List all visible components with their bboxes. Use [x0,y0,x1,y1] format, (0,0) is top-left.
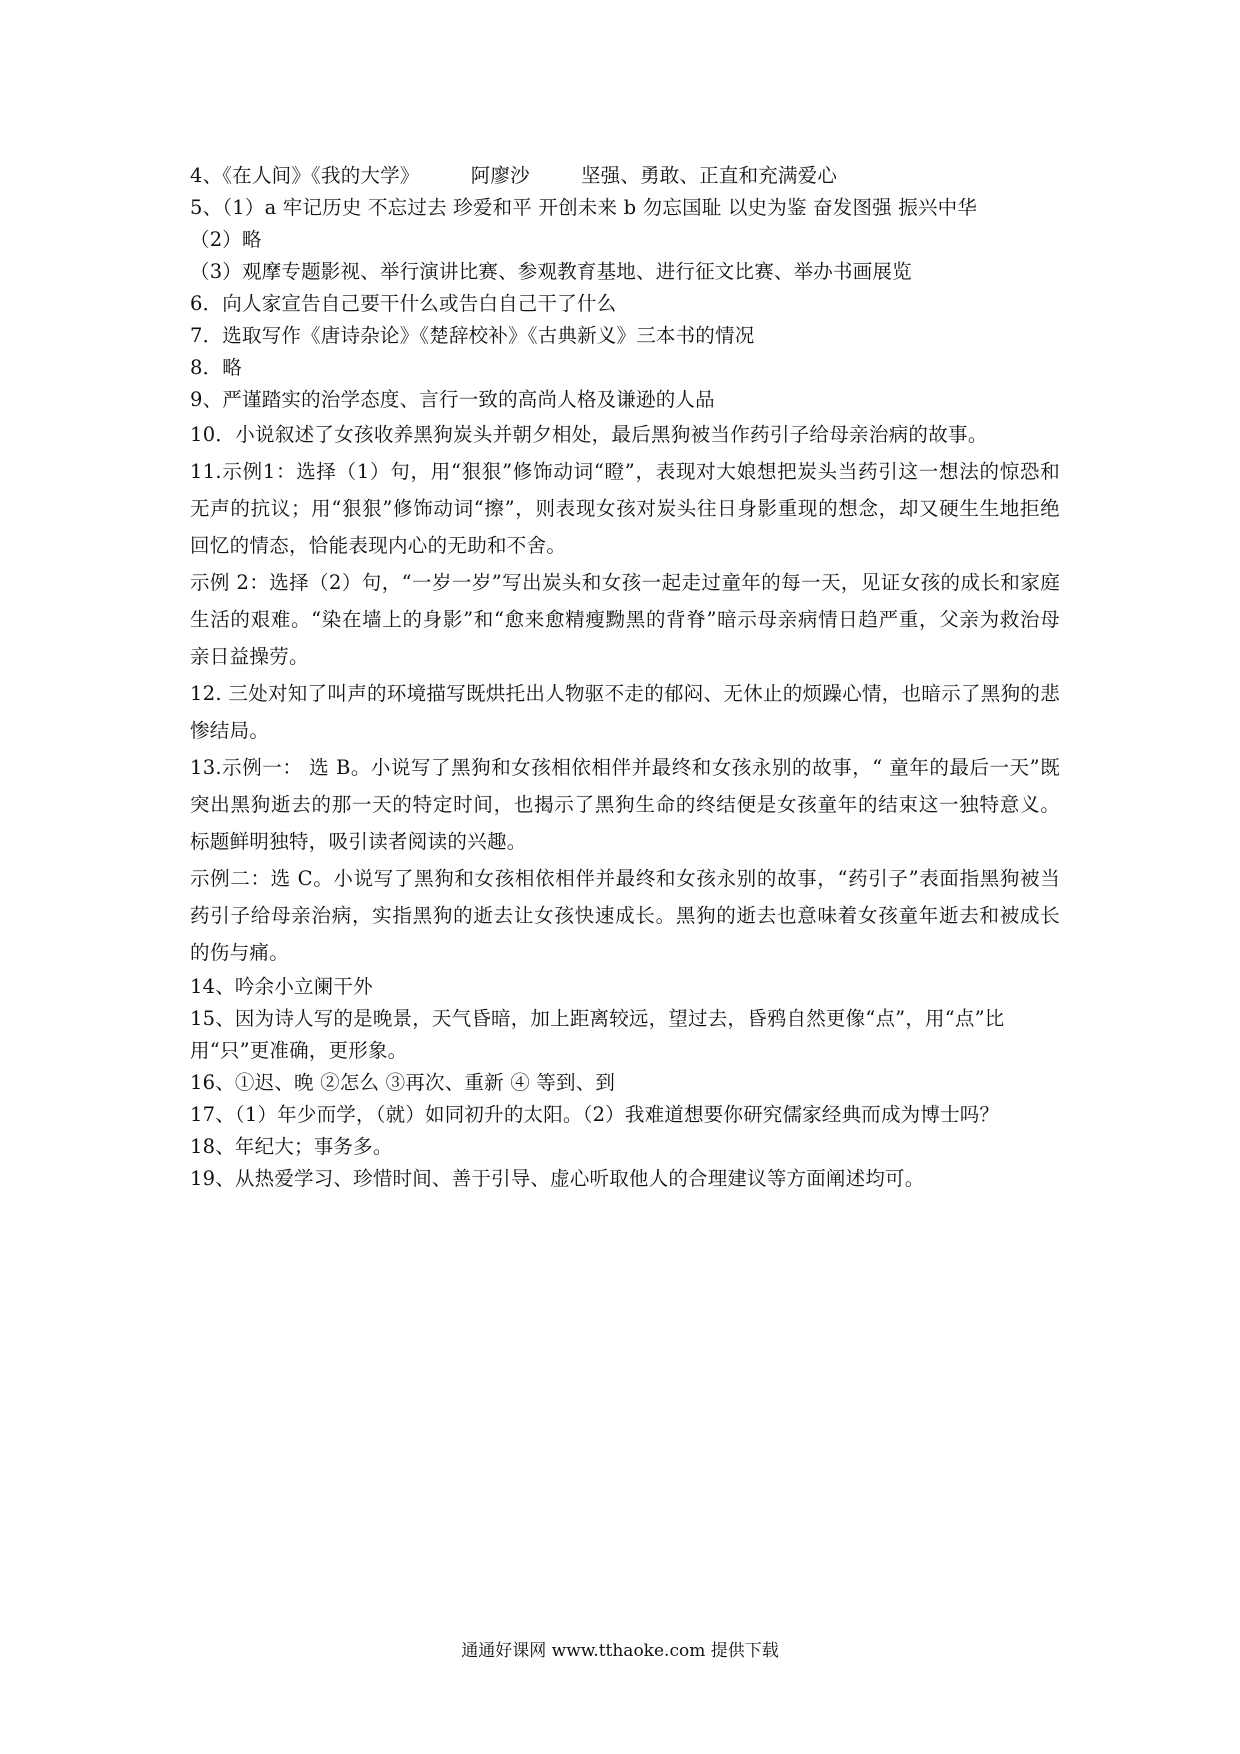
answer-5-part-1: 5、（1）a 牢记历史 不忘过去 珍爱和平 开创未来 b 勿忘国耻 以史为鉴 奋发图强 振兴中华 [190,196,978,219]
answer-15: 15、因为诗人写的是晚景，天气昏暗，加上距离较远，望过去，昏鸦自然更像“点”，用“点”比用“只”更准确，更形象。 [190,1007,1005,1062]
answer-9: 9、严谨踏实的治学态度、言行一致的高尚人格及谦逊的人品 [190,388,715,411]
answer-13-example-1: 13.示例一： 选 B。小说写了黑狗和女孩相依相伴并最终和女孩永别的故事，“ 童年的最后一天”既突出黑狗逝去的那一天的特定时间，也揭示了黑狗生命的终结便是女孩童年的结束这一独特意义。标题鲜明独特，吸引读者阅读的兴趣。 [190,756,1060,853]
answer-16: 16、①迟、晚 ②怎么 ③再次、重新 ④ 等到、到 [190,1071,616,1094]
answer-14: 14、吟余小立阑干外 [190,975,373,998]
answer-18: 18、年纪大；事务多。 [190,1135,393,1158]
answer-19: 19、从热爱学习、珍惜时间、善于引导、虚心听取他人的合理建议等方面阐述均可。 [190,1167,925,1190]
answer-4: 4、《在人间》《我的大学》 阿廖沙 坚强、勇敢、正直和充满爱心 [190,164,838,187]
answer-10: 10．小说叙述了女孩收养黑狗炭头并朝夕相处，最后黑狗被当作药引子给母亲治病的故事。 [190,423,988,446]
answer-8: 8．略 [190,356,243,379]
page-footer: 通通好课网 www.tthaoke.com 提供下载 [461,1641,779,1661]
answer-11-example-1: 11.示例1：选择（1）句，用“狠狠”修饰动词“瞪”，表现对大娘想把炭头当药引这一想法的惊恐和无声的抗议；用“狠狠”修饰动词“擦”，则表现女孩对炭头往日身影重现的想念，却又硬生生地拒绝回忆的情态，恰能表现内心的无助和不舍。 [190,460,1060,557]
answer-12: 12. 三处对知了叫声的环境描写既烘托出人物驱不走的郁闷、无休止的烦躁心情，也暗示了黑狗的悲惨结局。 [190,682,1061,742]
answer-5-part-2: （2）略 [190,228,262,251]
answer-7: 7．选取写作《唐诗杂论》《楚辞校补》《古典新义》三本书的情况 [190,324,755,347]
answer-6: 6．向人家宣告自己要干什么或告白自己干了什么 [190,292,617,315]
answer-11-example-2: 示例 2：选择（2）句，“一岁一岁”写出炭头和女孩一起走过童年的每一天，见证女孩的成长和家庭生活的艰难。“染在墙上的身影”和“愈来愈精瘦黝黑的背脊”暗示母亲病情日趋严重，父亲为救治母亲日益操劳。 [190,571,1060,668]
answer-13-example-2: 示例二：选 C。小说写了黑狗和女孩相依相伴并最终和女孩永别的故事，“药引子”表面指黑狗被当药引子给母亲治病，实指黑狗的逝去让女孩快速成长。黑狗的逝去也意味着女孩童年逝去和被成长的伤与痛。 [190,867,1060,964]
answer-list [190,160,1060,1195]
answer-5-part-3: （3）观摩专题影视、举行演讲比赛、参观教育基地、进行征文比赛、举办书画展览 [190,260,912,283]
answer-17: 17、（1）年少而学，（就）如同初升的太阳。（2）我难道想要你研究儒家经典而成为博士吗？ [190,1103,1000,1126]
